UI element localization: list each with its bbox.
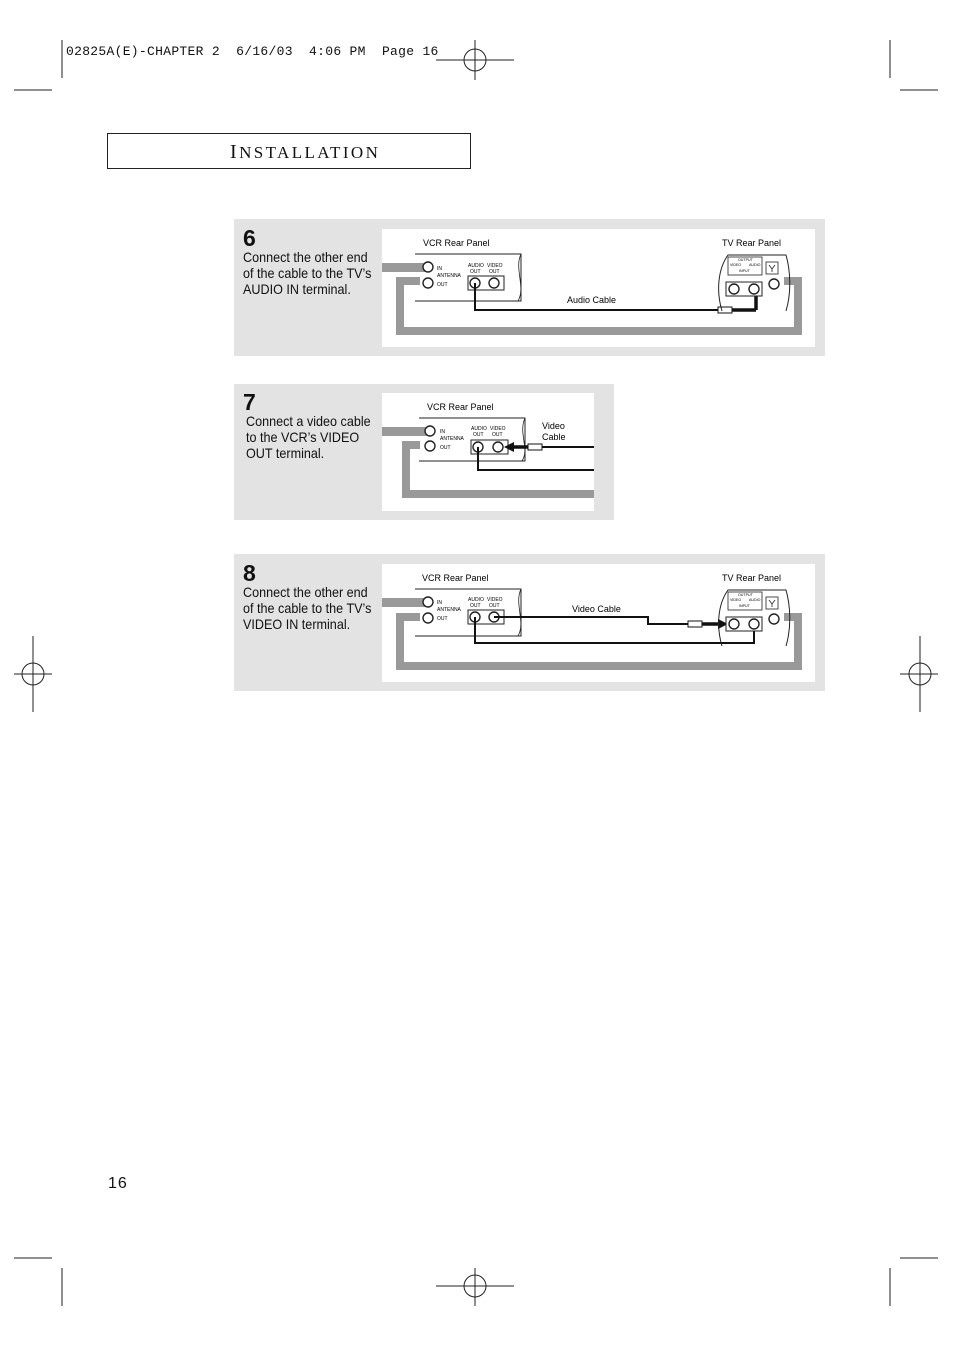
tv-output-label: OUTPUT	[738, 593, 753, 597]
video-cable	[494, 617, 688, 624]
tv-antenna-jack	[769, 279, 779, 289]
vcr-audio-label-2: OUT	[473, 432, 484, 438]
vcr-out-label: OUT	[437, 616, 448, 622]
audio-cable	[475, 617, 754, 643]
video-cable-label-line-1: Video	[542, 421, 565, 431]
print-slug: 02825A(E)-CHAPTER 2 6/16/03 4:06 PM Page 16	[66, 44, 439, 59]
vcr-rear-panel-label: VCR Rear Panel	[423, 238, 490, 248]
step-6-text: Connect the other end of the cable to the TV’s AUDIO IN terminal.	[243, 249, 372, 297]
step-8-diagram	[382, 564, 815, 682]
vcr-audio-label-1: AUDIO	[468, 597, 484, 603]
tv-audio-in-jack	[749, 284, 759, 294]
vcr-antenna-out-jack	[423, 613, 433, 623]
video-cable-label-line-2: Cable	[542, 432, 566, 442]
vcr-in-label: IN	[437, 266, 442, 272]
vcr-antenna-out-jack	[423, 278, 433, 288]
vcr-video-label-2: OUT	[489, 269, 500, 275]
tv-audio-label: AUDIO	[749, 263, 761, 267]
tv-audio-label: AUDIO	[749, 598, 761, 602]
step-7-diagram	[382, 393, 594, 511]
antenna-in-cable	[382, 427, 430, 436]
vcr-antenna-label: ANTENNA	[437, 273, 461, 279]
tv-video-label: VIDEO	[730, 263, 742, 267]
vcr-in-label: IN	[440, 429, 445, 435]
vcr-video-label-1: VIDEO	[487, 263, 503, 269]
step-8-number: 8	[243, 560, 256, 586]
vcr-video-label-2: OUT	[492, 432, 503, 438]
vcr-audio-label-2: OUT	[470, 603, 481, 609]
step-7-text: Connect a video cable to the VCR’s VIDEO OUT terminal.	[246, 413, 371, 461]
step-6-diagram	[382, 229, 815, 347]
audio-cable-label: Audio Cable	[567, 295, 617, 305]
step-6-number: 6	[243, 225, 256, 251]
section-title: INSTALLATION	[230, 141, 381, 163]
tv-rear-panel-label: TV Rear Panel	[722, 573, 782, 583]
step-7-number: 7	[243, 389, 256, 415]
vcr-antenna-label: ANTENNA	[437, 607, 461, 613]
vcr-video-label-2: OUT	[489, 603, 500, 609]
tv-input-label: INPUT	[739, 269, 750, 273]
vcr-out-label: OUT	[440, 445, 451, 451]
vcr-rear-panel-label: VCR Rear Panel	[422, 573, 489, 583]
vcr-antenna-in-jack	[423, 597, 433, 607]
tv-rear-panel-label: TV Rear Panel	[722, 238, 782, 248]
tv-audio-in-jack	[749, 619, 759, 629]
tv-input-label: INPUT	[739, 604, 750, 608]
vcr-video-out-jack	[489, 278, 499, 288]
video-cable-label: Video Cable	[572, 604, 621, 614]
tv-antenna-jack	[769, 614, 779, 624]
vcr-out-label: OUT	[437, 282, 448, 288]
vcr-audio-label-2: OUT	[470, 269, 481, 275]
tv-video-in-jack	[729, 619, 739, 629]
vcr-video-label-1: VIDEO	[487, 597, 503, 603]
vcr-antenna-label: ANTENNA	[440, 436, 464, 442]
tv-output-label: OUTPUT	[738, 258, 753, 262]
tv-video-in-jack	[729, 284, 739, 294]
section-title-box	[107, 133, 471, 169]
vcr-antenna-out-jack	[425, 441, 435, 451]
vcr-video-label-1: VIDEO	[490, 426, 506, 432]
step-8-text: Connect the other end of the cable to the TV’s VIDEO IN terminal.	[243, 584, 372, 632]
vcr-audio-label-1: AUDIO	[471, 426, 487, 432]
tv-video-label: VIDEO	[730, 598, 742, 602]
vcr-antenna-in-jack	[423, 262, 433, 272]
vcr-audio-label-1: AUDIO	[468, 263, 484, 269]
page-number: 16	[108, 1175, 128, 1192]
vcr-in-label: IN	[437, 600, 442, 606]
vcr-rear-panel-label: VCR Rear Panel	[427, 402, 494, 412]
vcr-antenna-in-jack	[425, 426, 435, 436]
vcr-video-out-jack	[493, 442, 503, 452]
